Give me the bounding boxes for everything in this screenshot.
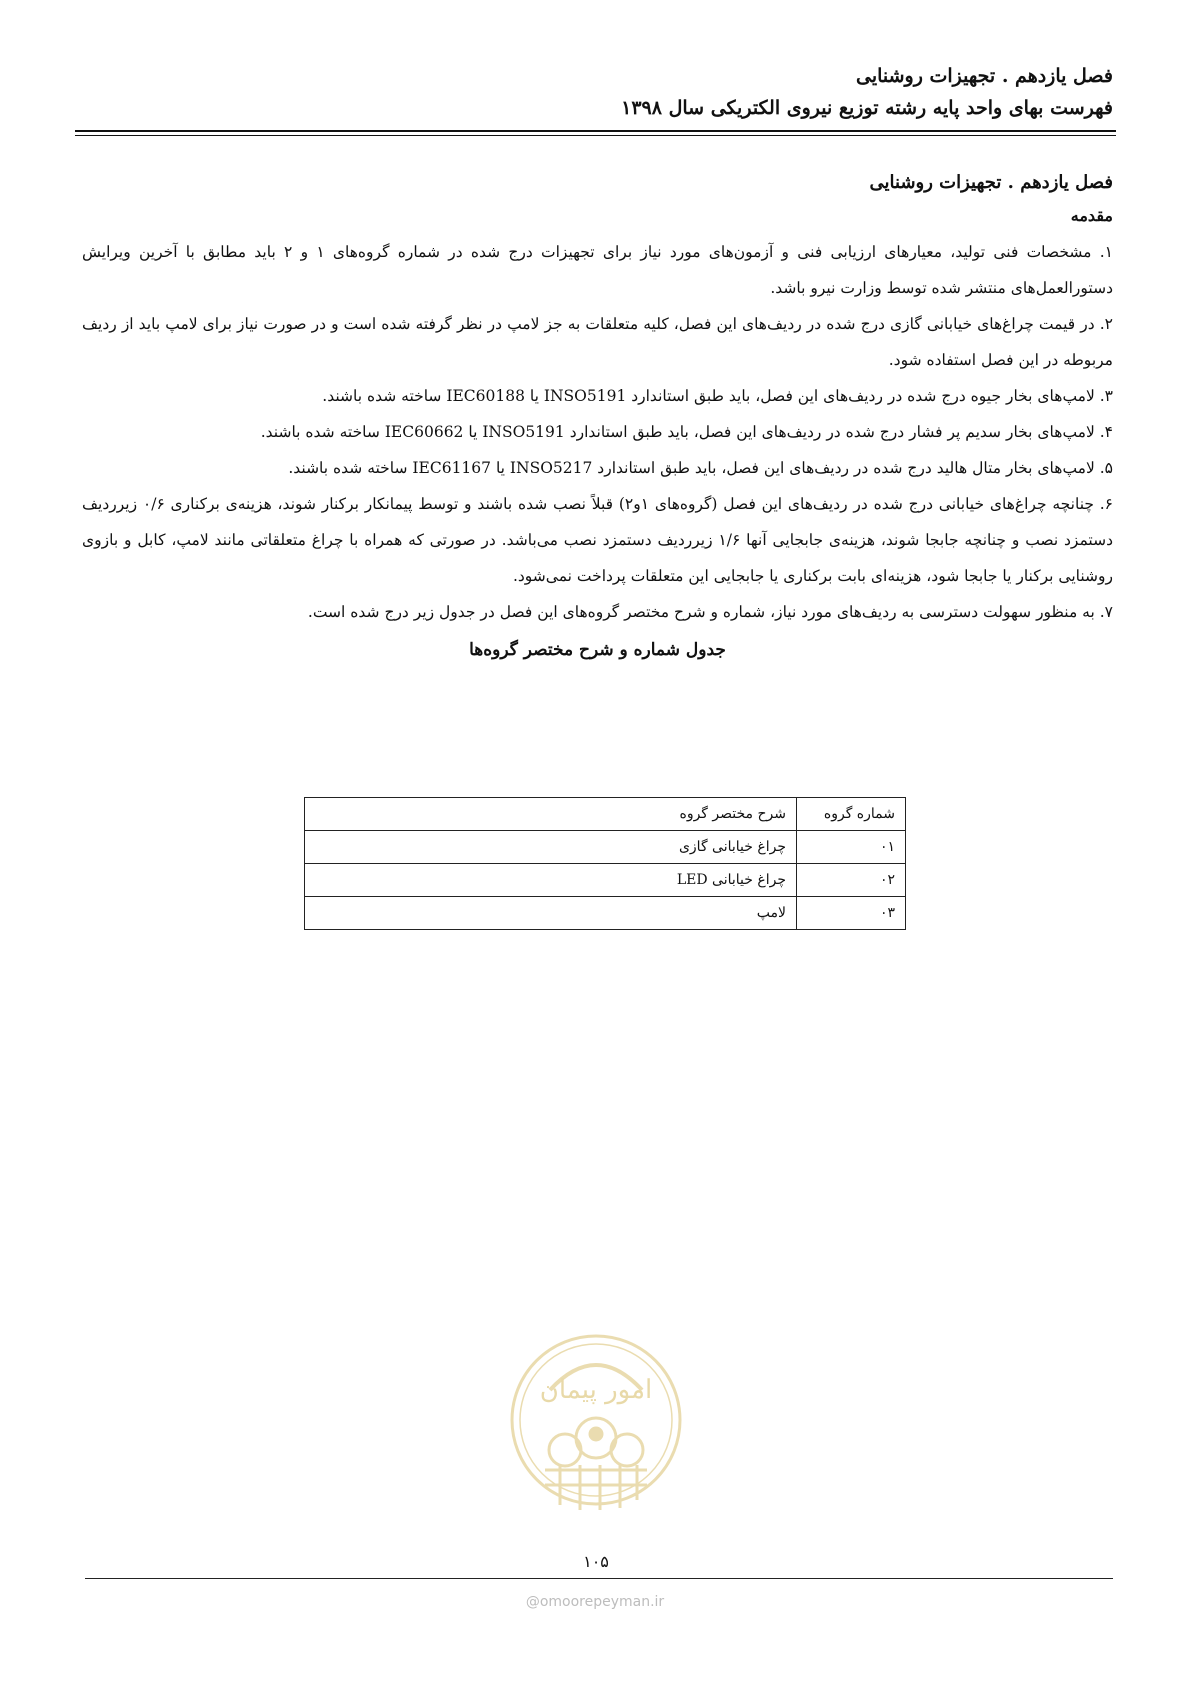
site-url-watermark: @omoorepeyman.ir <box>525 1594 665 1610</box>
group-number-cell: ۰۲ <box>797 864 906 897</box>
paragraph-1: ۱. مشخصات فنی تولید، معیارهای ارزیابی فنی و آزمون‌های مورد نیاز برای تجهیزات درج شده در شماره گروه‌های ۱ و ۲ باید مطابق با آخرین ویرایش دستورالعمل‌های منتشر شده توسط وزارت نیرو باشد. <box>82 243 1113 297</box>
page-header <box>78 60 1113 124</box>
paragraph-4: ۴. لامپ‌های بخار سدیم پر فشار درج شده در ردیف‌های این فصل، باید طبق استاندارد INSO5191 یا IEC60662 ساخته شده باشند. <box>260 423 1113 441</box>
group-description-cell: چراغ خیابانی گازی <box>305 831 797 864</box>
footer-rule <box>85 1578 1113 1579</box>
header-rule-thin <box>75 135 1116 136</box>
intro-label: مقدمه <box>1070 206 1113 225</box>
group-number-cell: ۰۳ <box>797 897 906 930</box>
header-group-number: شماره گروه <box>797 798 906 831</box>
header-document-title: فهرست بهای واحد پایه رشته توزیع نیروی الکتریکی سال ۱۳۹۸ <box>621 97 1113 119</box>
paragraph-6: ۶. چنانچه چراغ‌های خیابانی درج شده در ردیف‌های این فصل (گروه‌های ۱و۲) قبلاً نصب شده باشند و توسط پیمانکار برکنار شوند، هزینه‌ی برکناری ۰/۶ زیرردیف دستمزد نصب و چنانچه جابجا شوند، هزینه‌ی جابجایی آنها ۱/۶ زیرردیف دستمزد نصب می‌باشد. در صورتی که همراه با چراغ متعلقاتی مانند لامپ، کابل و بازوی روشنایی برکنار یا جابجا شود، هزینه‌ای بابت برکناری یا جابجایی این متعلقات پرداخت نمی‌شود. <box>82 495 1113 585</box>
header-chapter-title: فصل یازدهم . تجهیزات روشنایی <box>855 65 1113 87</box>
section-title: فصل یازدهم . تجهیزات روشنایی <box>869 172 1113 193</box>
table-row <box>305 831 906 864</box>
header-group-description: شرح مختصر گروه <box>305 798 797 831</box>
group-number-cell: ۰۱ <box>797 831 906 864</box>
header-rule-thick <box>75 130 1116 132</box>
paragraph-2: ۲. در قیمت چراغ‌های خیابانی گازی درج شده در ردیف‌های این فصل، کلیه متعلقات به جز لامپ در نظر گرفته شده است و در صورت نیاز برای لامپ باید از ردیف مربوطه در این فصل استفاده شود. <box>82 315 1113 369</box>
table-row <box>305 864 906 897</box>
paragraph-7: ۷. به منظور سهولت دسترسی به ردیف‌های مورد نیاز، شماره و شرح مختصر گروه‌های این فصل در جدول زیر درج شده است. <box>307 603 1113 621</box>
groups-table <box>304 797 906 930</box>
group-description-cell: لامپ <box>305 897 797 930</box>
table-row <box>305 897 906 930</box>
page-number: ۱۰۵ <box>583 1552 609 1571</box>
group-description-cell: چراغ خیابانی LED <box>305 864 797 897</box>
watermark-seal-icon <box>505 1320 687 1520</box>
paragraph-3: ۳. لامپ‌های بخار جیوه درج شده در ردیف‌های این فصل، باید طبق استاندارد INSO5191 یا IEC60188 ساخته شده باشند. <box>322 387 1113 405</box>
table-header-row <box>305 798 906 831</box>
watermark-text: امور پیمان <box>539 1375 653 1405</box>
main-content <box>82 166 1113 668</box>
paragraph-5: ۵. لامپ‌های بخار متال هالید درج شده در ردیف‌های این فصل، باید طبق استاندارد INSO5217 یا IEC61167 ساخته شده باشند. <box>288 459 1113 477</box>
table-title: جدول شماره و شرح مختصر گروه‌ها <box>469 640 726 660</box>
